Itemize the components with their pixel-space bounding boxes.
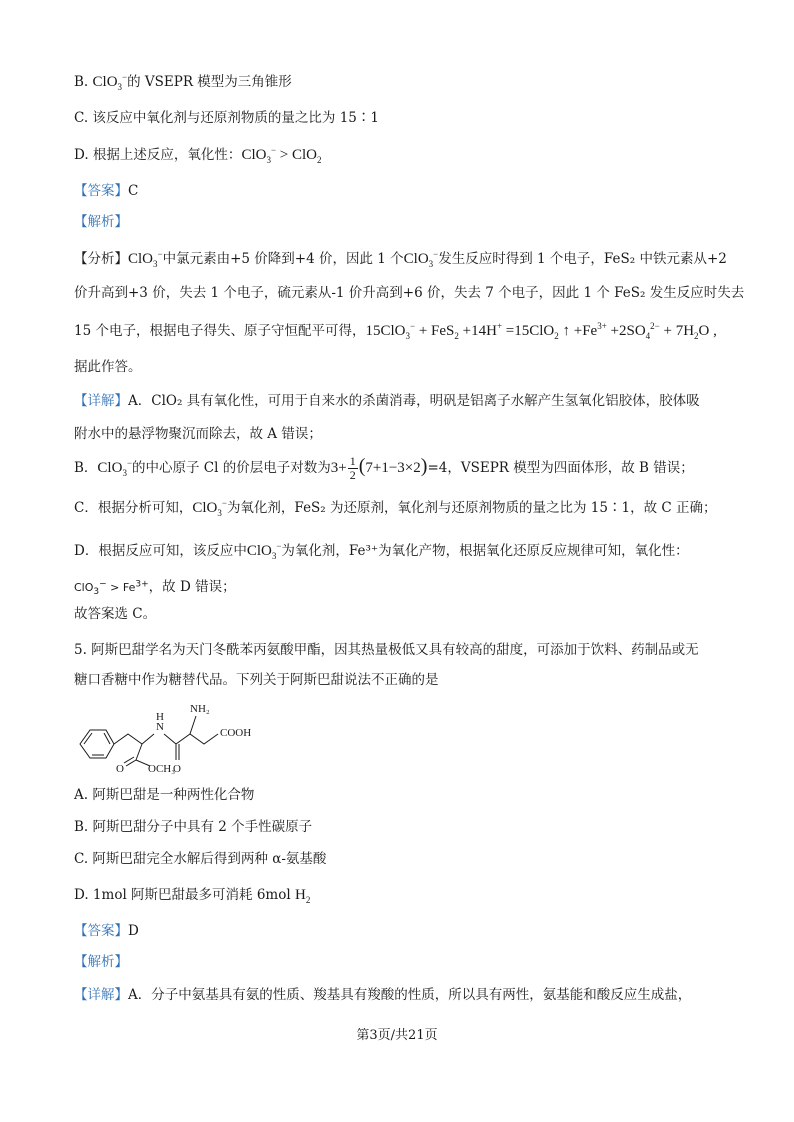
amine-bond <box>190 716 196 734</box>
amide-o-label: O <box>173 763 181 775</box>
nh2-label: NH₂ <box>190 703 210 715</box>
detail-b-mid: 的中心原子 Cl 的价层电子对数为 <box>132 459 331 476</box>
detail-a-1 <box>74 391 700 411</box>
option-d-text: D. 根据上述反应，氧化性： <box>74 147 242 163</box>
detail-b <box>74 455 694 482</box>
detail-b-suffix: ，VSEPR 模型为四面体形，故 B 错误； <box>447 459 694 476</box>
q4-analysis-label: 【解析】 <box>74 214 128 230</box>
aspartame-structure <box>70 700 270 780</box>
q5-answer-value: D <box>128 923 139 939</box>
detail-d <box>74 541 689 561</box>
cooh-label: COOH <box>220 727 252 739</box>
detail-d-2 <box>74 577 236 598</box>
formula-h2: $H_2$ <box>294 887 311 905</box>
detail-b-eq: =4 <box>427 459 448 476</box>
q4-answer <box>74 181 138 201</box>
amide-chain <box>164 734 218 744</box>
conclusion: 故答案选 C。 <box>74 606 157 622</box>
q5-stem-1: 5. 阿斯巴甜学名为天门冬酰苯丙氨酸甲酯，因其热量极低又具有较高的甜度，可添加于饮料、药制品或无 <box>74 642 699 658</box>
detail-d-prefix: D．根据反应可知，该反应中 <box>74 543 247 559</box>
option-c: C. 该反应中氧化剂与还原剂物质的量之比为 15∶1 <box>74 110 379 126</box>
detail-b-prefix: B． <box>74 459 98 476</box>
fenxi-line-4: 据此作答。 <box>74 359 142 375</box>
q5-answer-label: 【答案】 <box>74 923 128 939</box>
formula-clo3: ClO$_3$− <box>246 541 282 561</box>
formula-compare: ClO$_3$− > ClO$_2$ <box>241 145 322 165</box>
q5-option-d <box>74 885 310 905</box>
q5-option-d-text: D. 1mol 阿斯巴甜最多可消耗 6mol <box>74 887 291 903</box>
detail-c-suffix: 为氧化剂，FeS₂ 为还原剂，氧化剂与还原剂物质的量之比为 15∶1，故 C 正确； <box>226 500 717 516</box>
option-b-prefix: B. <box>74 74 93 90</box>
q5-option-c: C. 阿斯巴甜完全水解后得到两种 α-氨基酸 <box>74 851 327 867</box>
benzene-ring <box>80 730 114 758</box>
detail-d2-suffix: ，故 D 错误； <box>148 579 236 595</box>
ester-bond <box>136 744 142 760</box>
formula-clo3: ClO$_3$− <box>403 249 439 269</box>
option-b <box>74 72 292 92</box>
detail-c <box>74 498 716 518</box>
formula-clo3: ClO$_3$− <box>128 249 163 269</box>
q5-option-b: B. 阿斯巴甜分子中具有 2 个手性碳原子 <box>74 819 313 835</box>
ester-o-label: O <box>116 763 124 775</box>
q5-detail-a-text: A．分子中氨基具有氨的性质、羧基具有羧酸的性质，所以具有两性，氨基能和酸反应生成盐， <box>128 987 692 1003</box>
fenxi-line-2: 价升高到+3 价，失去 1 个电子，硫元素从-1 价升高到+6 价，失去 7 个电子，因此 1 个 FeS₂ 发生反应时失去 <box>74 285 745 301</box>
fenxi-text-3: 15 个电子，根据电子得失、原子守恒配平可得， <box>74 323 366 339</box>
detail-a-text: A．ClO₂ 具有氧化性，可用于自来水的杀菌消毒，明矾是铝离子水解产生氢氧化铝胶体，胶体吸 <box>128 393 700 409</box>
benzene-double-bond <box>84 733 92 744</box>
fenxi-line-1 <box>74 249 727 269</box>
formula-clo3: ClO$_3$− <box>97 457 133 478</box>
nh-h-label: H <box>156 711 164 723</box>
formula-compare-fe: $ClO_3^- > Fe^{3+}$ <box>74 579 149 598</box>
formula-clo3: ClO$_3$− <box>192 498 227 518</box>
fenxi-text-1a: 中氯元素由+5 价降到+4 价，因此 1 个 <box>162 251 404 267</box>
formula-clo3: ClO$_3$− <box>92 72 128 92</box>
q5-analysis-label: 【解析】 <box>74 954 128 970</box>
q5-detail-tag: 【详解】 <box>74 987 128 1003</box>
detail-tag: 【详解】 <box>74 393 128 409</box>
answer-label: 【答案】 <box>74 183 128 199</box>
nh-n-label: N <box>156 721 164 733</box>
fenxi-line-3 <box>74 321 717 341</box>
chain-bond <box>114 734 154 744</box>
fenxi-tag: 【分析】 <box>74 251 128 267</box>
q5-stem-2: 糖口香糖中作为糖替代品。下列关于阿斯巴甜说法不正确的是 <box>74 672 439 688</box>
detail-c-prefix: C．根据分析可知， <box>74 500 193 516</box>
q5-answer <box>74 921 139 941</box>
vsepr-expression: 3+ $\frac{1}{2}$ (7+1−3×2) <box>330 454 428 482</box>
detail-a-2: 附水中的悬浮物聚沉而除去，故 A 错误； <box>74 426 322 442</box>
detail-d-suffix: 为氧化剂，Fe³⁺为氧化产物，根据氧化还原反应规律可知，氧化性： <box>281 543 689 559</box>
q5-detail-a <box>74 985 691 1005</box>
option-b-text: 的 VSEPR 模型为三角锥形 <box>127 74 292 90</box>
option-d <box>74 145 322 165</box>
q5-option-a: A. 阿斯巴甜是一种两性化合物 <box>74 787 255 803</box>
reaction-equation: 15ClO$_3$− + FeS$_2$ +14H+ =15ClO$_2$ ↑ $+Fe^{3+} +2SO_4^{2-} + 7H_2O$ , <box>365 321 717 341</box>
fenxi-text-1b: 发生反应时得到 1 个电子，FeS₂ 中铁元素从+2 <box>438 251 727 267</box>
och3-label: OCH₃ <box>148 763 176 775</box>
answer-value: C <box>128 183 139 199</box>
page-footer: 第3页/共21页 <box>356 1028 438 1043</box>
